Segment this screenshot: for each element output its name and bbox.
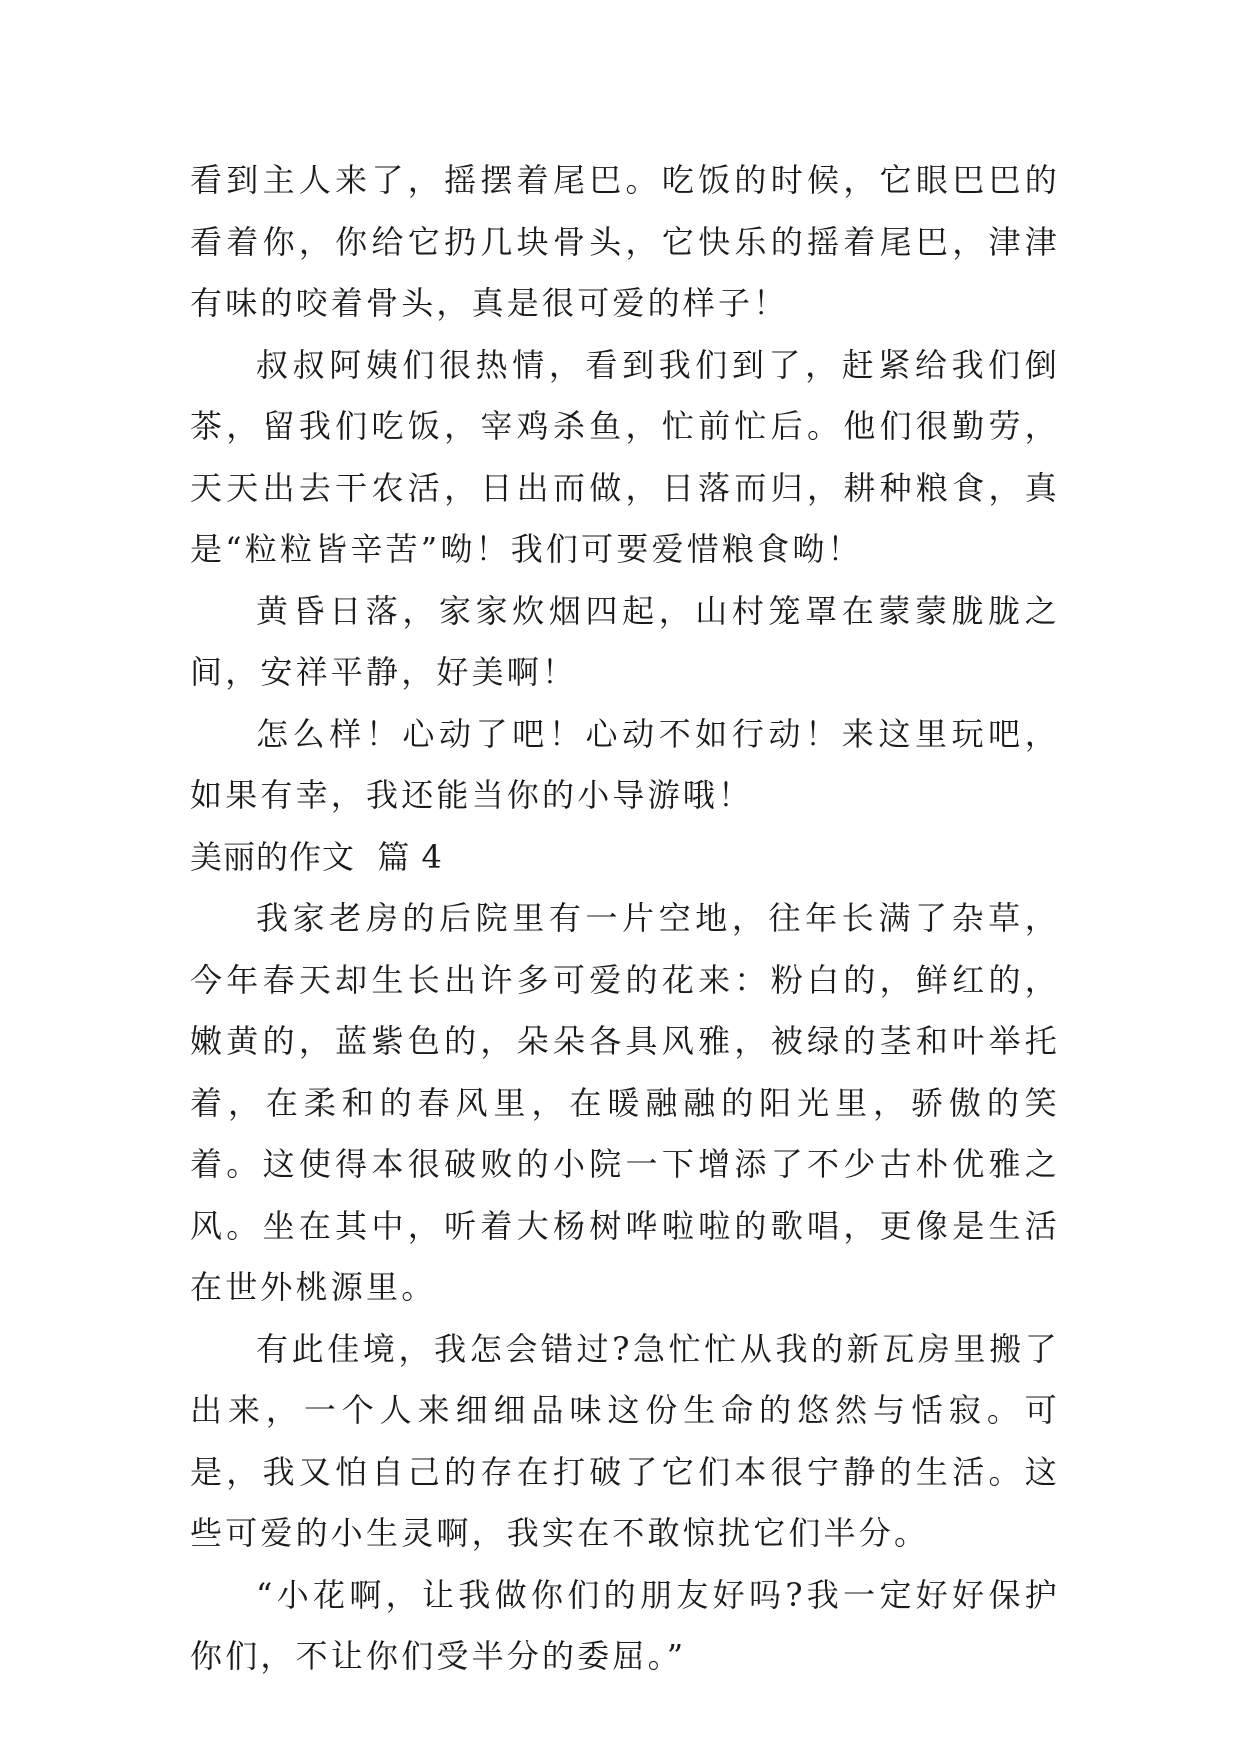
- paragraph-2: 叔叔阿姨们很热情，看到我们到了，赶紧给我们倒茶，留我们吃饭，宰鸡杀鱼，忙前忙后。他们很勤劳，天天出去干农活，日出而做，日落而归，耕种粮食，真是“粒粒皆辛苦”呦！我们可要爱惜粮食呦！: [190, 345, 1060, 568]
- paragraph-1: 看到主人来了，摇摆着尾巴。吃饭的时候，它眼巴巴的看着你，你给它扔几块骨头，它快乐的摇着尾巴，津津有味的咬着骨头，真是很可爱的样子！: [190, 161, 1060, 322]
- document-body: [190, 150, 1060, 1688]
- paragraph-7: “小花啊，让我做你们的朋友好吗?我一定好好保护你们，不让你们受半分的委屈。”: [190, 1575, 1060, 1675]
- paragraph-5: 我家老房的后院里有一片空地，往年长满了杂草，今年春天却生长出许多可爱的花来：粉白的，鲜红的，嫩黄的，蓝紫色的，朵朵各具风雅，被绿的茎和叶举托着，在柔和的春风里，在暖融融的阳光里，骄傲的笑着。这使得本很破败的小院一下增添了不少古朴优雅之风。坐在其中，听着大杨树哗啦啦的歌唱，更像是生活在世外桃源里。: [190, 899, 1060, 1306]
- paragraph-4: 怎么样！心动了吧！心动不如行动！来这里玩吧，如果有幸，我还能当你的小导游哦！: [190, 714, 1060, 814]
- section-heading: 美丽的作文 篇 4: [190, 837, 443, 876]
- paragraph-6: 有此佳境，我怎会错过?急忙忙从我的新瓦房里搬了出来，一个人来细细品味这份生命的悠然与恬寂。可是，我又怕自己的存在打破了它们本很宁静的生活。这些可爱的小生灵啊，我实在不敢惊扰它们半分。: [190, 1329, 1060, 1552]
- paragraph-3: 黄昏日落，家家炊烟四起，山村笼罩在蒙蒙胧胧之间，安祥平静，好美啊！: [190, 591, 1060, 691]
